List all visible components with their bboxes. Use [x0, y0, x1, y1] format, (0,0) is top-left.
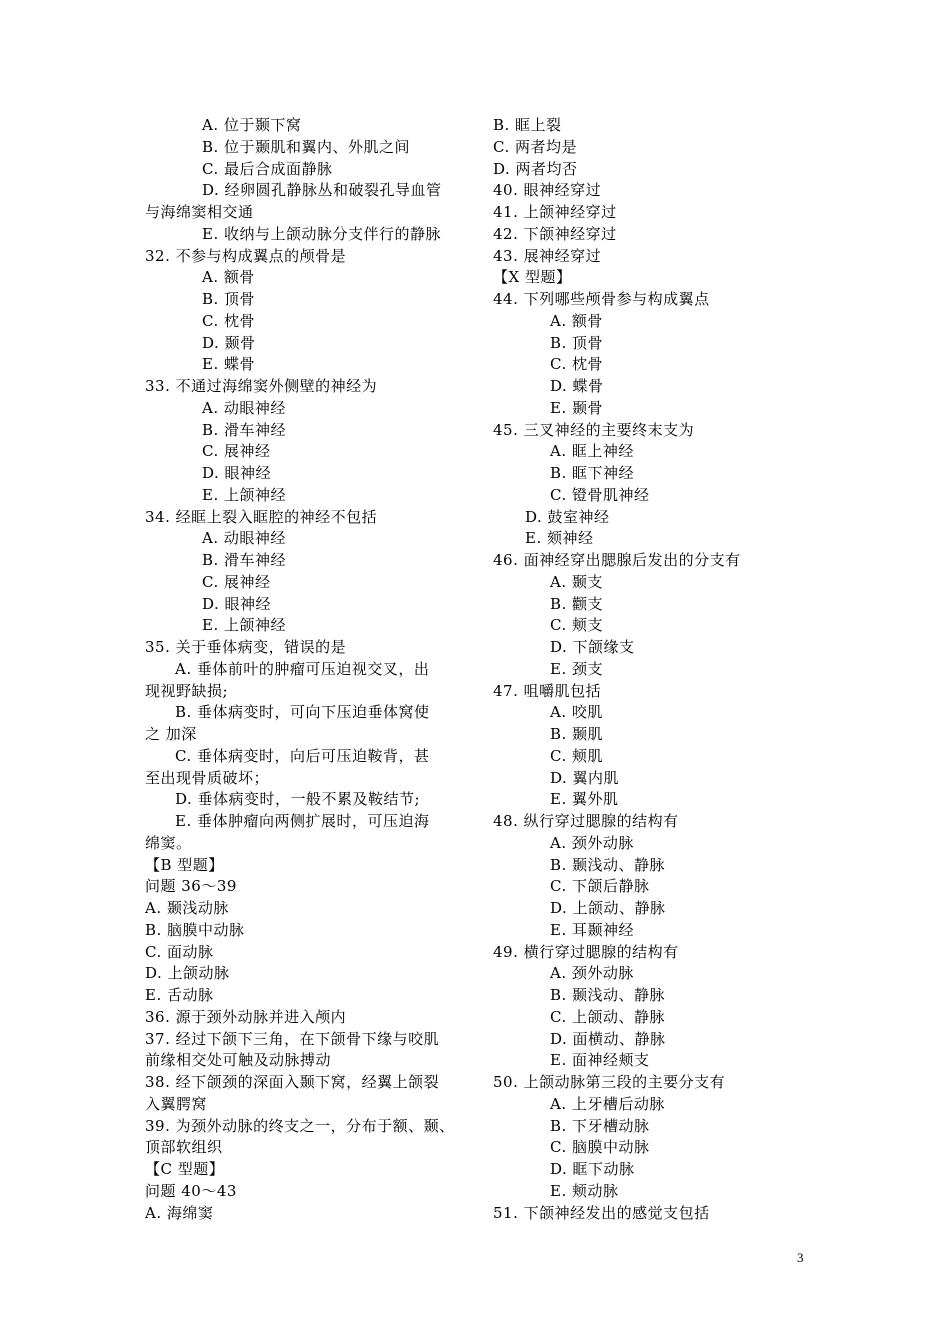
- text-line: E. 耳颞神经: [550, 920, 634, 939]
- text-line: 【B 型题】: [145, 855, 224, 874]
- text-line: C. 枕骨: [550, 355, 603, 374]
- text-line: B. 滑车神经: [202, 551, 287, 569]
- text-line: 50. 上颌动脉第三段的主要分支有: [493, 1073, 726, 1091]
- text-line: 顶部软组织: [145, 1138, 223, 1157]
- text-line: B. 脑膜中动脉: [145, 920, 245, 939]
- text-line: 43. 展神经穿过: [493, 246, 602, 265]
- text-line: A. 动眼神经: [202, 529, 286, 548]
- text-line: C. 下颌后静脉: [550, 877, 650, 896]
- text-line: D. 垂体病变时，一般不累及鞍结节;: [175, 790, 421, 809]
- text-line: D. 上颌动脉: [145, 964, 230, 983]
- text-line: C. 面动脉: [145, 942, 214, 961]
- text-line: 绵窦。: [145, 833, 192, 852]
- text-line: D. 蝶骨: [550, 377, 604, 395]
- text-line: E. 收纳与上颌动脉分支伴行的静脉: [202, 224, 441, 243]
- text-line: D. 眶下动脉: [550, 1160, 635, 1178]
- text-line: 入翼腭窝: [145, 1094, 208, 1113]
- text-line: D. 颞骨: [202, 333, 256, 352]
- text-line: 46. 面神经穿出腮腺后发出的分支有: [493, 551, 741, 569]
- text-line: D. 下颌缘支: [550, 638, 635, 656]
- text-line: 36. 源于颈外动脉并进入颅内: [145, 1007, 347, 1026]
- text-line: 40. 眼神经穿过: [493, 181, 602, 200]
- text-line: 34. 经眶上裂入眶腔的神经不包括: [145, 507, 378, 526]
- text-line: C. 展神经: [202, 442, 271, 461]
- text-line: C. 两者均是: [493, 137, 577, 156]
- text-line: 47. 咀嚼肌包括: [493, 681, 602, 700]
- text-line: 51. 下颌神经发出的感觉支包括: [493, 1203, 710, 1222]
- text-line: E. 垂体肿瘤向两侧扩展时，可压迫海: [175, 812, 430, 830]
- text-line: 【X 型题】: [493, 268, 572, 287]
- text-line: A. 额骨: [202, 268, 255, 287]
- text-line: C. 枕骨: [202, 311, 255, 330]
- text-line: 【C 型题】: [145, 1160, 225, 1178]
- text-line: A. 颞浅动脉: [145, 899, 229, 917]
- text-line: A. 颞支: [550, 572, 603, 591]
- text-line: D. 眼神经: [202, 594, 272, 613]
- text-line: C. 颊支: [550, 616, 603, 635]
- text-line: C. 颊肌: [550, 746, 603, 765]
- text-line: 前缘相交处可触及动脉搏动: [145, 1051, 332, 1070]
- page-number: 3: [797, 1250, 804, 1265]
- text-line: E. 舌动脉: [145, 986, 214, 1004]
- text-line: 41. 上颌神经穿过: [493, 203, 617, 221]
- text-line: C. 脑膜中动脉: [550, 1138, 650, 1157]
- text-line: B. 颞浅动、静脉: [550, 986, 666, 1004]
- text-line: 32. 不参与构成翼点的颅骨是: [145, 246, 347, 265]
- text-line: 44. 下列哪些颅骨参与构成翼点: [493, 290, 710, 308]
- text-line: E. 颊动脉: [550, 1181, 619, 1200]
- text-line: B. 颞肌: [550, 725, 604, 743]
- text-line: 与海绵窦相交通: [145, 203, 254, 221]
- text-line: D. 两者均否: [493, 159, 578, 178]
- text-line: 之 加深: [145, 725, 197, 743]
- text-line: C. 垂体病变时，向后可压迫鞍背，甚: [175, 746, 430, 765]
- text-line: B. 颧支: [550, 594, 604, 613]
- text-line: 问题 36～39: [145, 877, 237, 896]
- text-line: E. 蝶骨: [202, 355, 255, 374]
- text-line: 42. 下颌神经穿过: [493, 224, 617, 243]
- text-line: A. 海绵窦: [145, 1203, 214, 1222]
- text-line: B. 颞浅动、静脉: [550, 855, 666, 874]
- text-line: A. 颈外动脉: [550, 964, 634, 983]
- text-line: B. 眶上裂: [493, 116, 562, 134]
- text-line: B. 滑车神经: [202, 420, 287, 439]
- text-line: 48. 纵行穿过腮腺的结构有: [493, 812, 679, 830]
- text-line: C. 镫骨肌神经: [550, 485, 650, 504]
- text-line: E. 面神经颊支: [550, 1051, 650, 1070]
- text-line: 38. 经下颌颈的深面入颞下窝，经翼上颌裂: [145, 1073, 440, 1091]
- text-line: C. 最后合成面静脉: [202, 159, 333, 178]
- text-line: A. 颈外动脉: [550, 833, 634, 852]
- text-line: B. 顶骨: [550, 333, 604, 352]
- left-column: [145, 115, 467, 1224]
- text-line: 现视野缺损;: [145, 681, 229, 700]
- text-line: A. 位于颞下窝: [202, 116, 302, 134]
- text-line: C. 上颌动、静脉: [550, 1007, 665, 1026]
- text-line: A. 额骨: [550, 311, 603, 330]
- text-line: 至出现骨质破坏；: [145, 768, 270, 787]
- text-line: E. 翼外肌: [550, 790, 619, 809]
- text-line: A. 眶上神经: [550, 442, 634, 461]
- text-line: 45. 三叉神经的主要终末支为: [493, 420, 695, 439]
- text-line: 33. 不通过海绵窦外侧壁的神经为: [145, 377, 378, 395]
- text-line: D. 鼓室神经: [525, 507, 610, 526]
- text-line: E. 上颌神经: [202, 616, 286, 635]
- text-line: D. 经卵圆孔静脉丛和破裂孔导血管: [202, 181, 442, 200]
- text-line: A. 动眼神经: [202, 398, 286, 417]
- text-line: B. 位于颞肌和翼内、外肌之间: [202, 137, 411, 156]
- text-line: 49. 横行穿过腮腺的结构有: [493, 942, 679, 961]
- text-line: E. 上颌神经: [202, 485, 286, 504]
- text-line: A. 咬肌: [550, 703, 603, 722]
- text-line: E. 颈支: [550, 659, 603, 678]
- text-line: 35. 关于垂体病变，错误的是: [145, 638, 347, 656]
- text-line: D. 面横动、静脉: [550, 1029, 666, 1048]
- text-line: B. 眶下神经: [550, 464, 635, 482]
- text-line: A. 上牙槽后动脉: [550, 1094, 665, 1113]
- text-line: D. 翼内肌: [550, 768, 620, 787]
- text-line: 39. 为颈外动脉的终支之一，分布于额、颞、: [145, 1116, 455, 1135]
- text-line: 37. 经过下颌下三角，在下颌骨下缘与咬肌: [145, 1029, 440, 1048]
- right-column: [493, 115, 823, 1224]
- text-line: D. 眼神经: [202, 464, 272, 482]
- text-line: 问题 40～43: [145, 1181, 237, 1200]
- text-line: D. 上颌动、静脉: [550, 899, 666, 917]
- text-line: B. 垂体病变时，可向下压迫垂体窝使: [175, 703, 430, 722]
- text-line: C. 展神经: [202, 572, 271, 591]
- text-line: E. 颞骨: [550, 398, 603, 417]
- text-line: E. 颏神经: [525, 529, 594, 548]
- text-line: B. 顶骨: [202, 290, 256, 308]
- text-line: A. 垂体前叶的肿瘤可压迫视交叉，出: [175, 659, 430, 678]
- text-line: B. 下牙槽动脉: [550, 1116, 650, 1135]
